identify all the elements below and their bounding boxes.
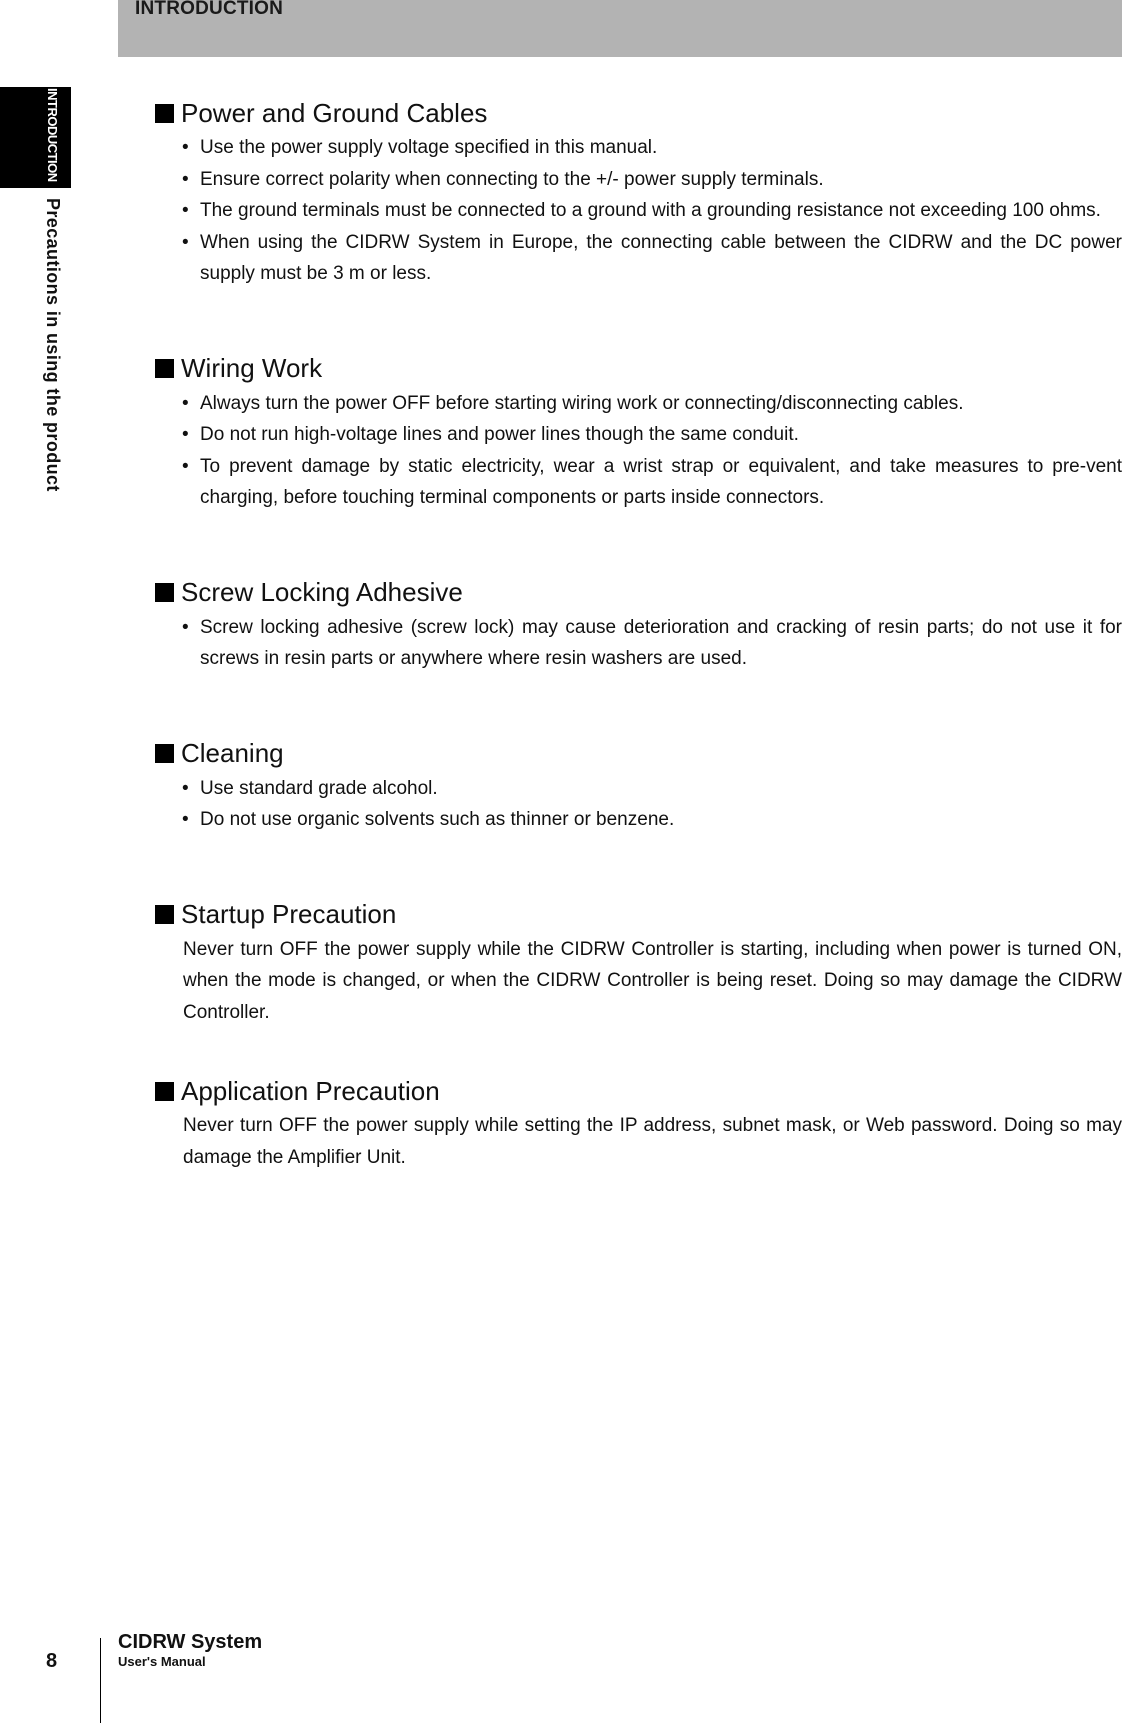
list-item: • Use standard grade alcohol. [182, 777, 438, 799]
header-bar [118, 0, 1122, 57]
footer-divider [100, 1638, 101, 1723]
section-wiring-work [155, 352, 1122, 514]
list-item: • Ensure correct polarity when connecting to the +/- power supply terminals. [182, 168, 824, 190]
section-title: Screw Locking Adhesive [155, 576, 1122, 610]
section-cleaning [155, 737, 1122, 836]
section-title: Application Precaution [155, 1074, 1122, 1108]
page-number: 8 [46, 1650, 58, 1672]
section-application-precaution [155, 1074, 1122, 1173]
square-bullet-icon [155, 744, 174, 763]
list-item: • When using the CIDRW System in Europe, the connecting cable between the CIDRW and the DC power supply must be 3 m or less. [182, 231, 1122, 284]
section-startup-precaution [155, 898, 1122, 1029]
section-paragraph: Never turn OFF the power supply while setting the IP address, subnet mask, or Web password. Doing so may damage the Amplifier Unit. [183, 1115, 1122, 1168]
side-section-label: Precautions in using the product [43, 198, 63, 492]
section-title: Startup Precaution [155, 898, 1122, 932]
bullet-list [155, 773, 1122, 836]
side-tab-label: INTRODUCTION [45, 88, 60, 182]
bullet-list [155, 132, 1122, 290]
section-power-ground [155, 96, 1122, 290]
square-bullet-icon [155, 359, 174, 378]
bullet-list [155, 388, 1122, 514]
main-content [155, 96, 1122, 1173]
list-item: • To prevent damage by static electricity, wear a wrist strap or equivalent, and take measures to pre-vent charging, before touching terminal components or parts inside connectors. [182, 455, 1122, 508]
section-title: Cleaning [155, 737, 1122, 771]
header-title: INTRODUCTION [135, 0, 284, 19]
section-title: Wiring Work [155, 352, 1122, 386]
list-item: • Always turn the power OFF before starting wiring work or connecting/disconnecting cables. [182, 392, 964, 414]
footer-manual-label: User's Manual [118, 1654, 206, 1669]
side-tab [0, 87, 71, 188]
square-bullet-icon [155, 583, 174, 602]
list-item: • Use the power supply voltage specified in this manual. [182, 137, 658, 158]
list-item: • Screw locking adhesive (screw lock) may cause deterioration and cracking of resin parts; do not use it for screws in resin parts or anywhere where resin washers are used. [182, 616, 1122, 669]
square-bullet-icon [155, 104, 174, 123]
list-item: • Do not use organic solvents such as thinner or benzene. [182, 809, 675, 830]
square-bullet-icon [155, 1082, 174, 1101]
list-item: • The ground terminals must be connected to a ground with a grounding resistance not exceeding 100 ohms. [182, 200, 1101, 221]
square-bullet-icon [155, 905, 174, 924]
section-title: Power and Ground Cables [155, 96, 1122, 130]
section-screw-locking [155, 576, 1122, 675]
section-paragraph: Never turn OFF the power supply while the CIDRW Controller is starting, including when power is turned ON, when the mode is changed, or when the CIDRW Controller is being reset. Doing so may damage the CIDRW Controller. [183, 938, 1122, 1023]
list-item: • Do not run high-voltage lines and power lines though the same conduit. [182, 424, 799, 445]
bullet-list [155, 612, 1122, 675]
footer-product-name: CIDRW System [118, 1631, 263, 1653]
